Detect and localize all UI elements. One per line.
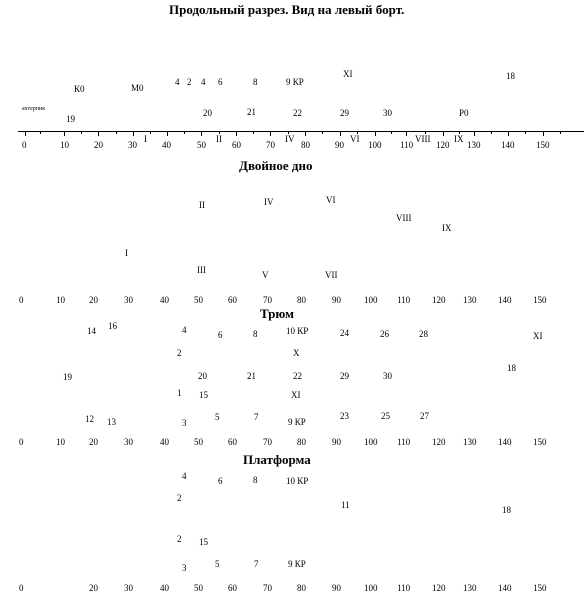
platform-2a: 2 [177, 493, 182, 503]
dbl-I: I [125, 248, 128, 258]
label-roman-IX: IX [454, 134, 464, 144]
hold-26: 26 [380, 329, 389, 339]
label-XI: XI [343, 69, 353, 79]
hold-8: 8 [253, 329, 258, 339]
hold-27: 27 [420, 411, 429, 421]
label-20: 20 [203, 108, 212, 118]
platform-2b: 2 [177, 534, 182, 544]
section-title-double-bottom: Двойное дно [239, 158, 313, 173]
page-title: Продольный разрез. Вид на левый борт. [169, 2, 405, 17]
dbl-II: II [199, 200, 205, 210]
hold-22: 22 [293, 371, 302, 381]
label-roman-IV: IV [285, 134, 295, 144]
label-4a: 4 [175, 77, 180, 87]
dbl-V: V [262, 270, 269, 280]
hold-9kr: 9 КР [288, 417, 306, 427]
label-18: 18 [506, 71, 515, 81]
platform-10kr: 10 КР [286, 476, 309, 486]
label-roman-I: I [144, 134, 147, 144]
platform-6: 6 [218, 476, 223, 486]
hold-21: 21 [247, 371, 256, 381]
hold-20: 20 [198, 371, 207, 381]
hold-24: 24 [340, 328, 349, 338]
label-30: 30 [383, 108, 392, 118]
label-29: 29 [340, 108, 349, 118]
label-6: 6 [218, 77, 223, 87]
hold-5: 5 [215, 412, 220, 422]
hold-30: 30 [383, 371, 392, 381]
hold-XI-top: XI [533, 331, 543, 341]
hold-14: 14 [87, 326, 96, 336]
hold-29: 29 [340, 371, 349, 381]
hold-1: 1 [177, 388, 182, 398]
label-k0: К0 [74, 84, 85, 94]
label-achterpik: ахтерпик [22, 106, 46, 112]
platform-15: 15 [199, 537, 208, 547]
hold-3: 3 [182, 418, 187, 428]
platform-7: 7 [254, 559, 259, 569]
label-9kr: 9 КР [286, 77, 304, 87]
hold-4: 4 [182, 325, 187, 335]
section-title-platform: Платформа [243, 452, 311, 467]
platform-3: 3 [182, 563, 187, 573]
label-m0: М0 [131, 83, 144, 93]
label-21: 21 [247, 107, 256, 117]
platform-9kr: 9 КР [288, 559, 306, 569]
label-roman-VIII: VIII [415, 134, 431, 144]
hold-13: 13 [107, 417, 116, 427]
hold-10kr: 10 КР [286, 326, 309, 336]
dbl-VIII: VIII [396, 213, 412, 223]
hold-23: 23 [340, 411, 349, 421]
platform-11: 11 [341, 500, 350, 510]
platform-18: 18 [502, 505, 511, 515]
hold-7: 7 [254, 412, 259, 422]
label-p0: Р0 [459, 108, 469, 118]
profile-axis-line [18, 131, 584, 132]
hold-25: 25 [381, 411, 390, 421]
section-title-hold: Трюм [260, 306, 295, 321]
hold-28: 28 [419, 329, 428, 339]
dbl-IX: IX [442, 223, 452, 233]
label-roman-II: II [216, 134, 222, 144]
label-2: 2 [187, 77, 192, 87]
hold-2: 2 [177, 348, 182, 358]
dbl-IV: IV [264, 197, 274, 207]
hold-16: 16 [108, 321, 117, 331]
label-19: 19 [66, 114, 75, 124]
hold-18: 18 [507, 363, 516, 373]
dbl-VII: VII [325, 270, 338, 280]
hold-15: 15 [199, 390, 208, 400]
hold-XI: XI [291, 390, 301, 400]
hold-X: X [293, 348, 300, 358]
label-roman-VI: VI [350, 134, 360, 144]
hold-19: 19 [63, 372, 72, 382]
label-8: 8 [253, 77, 258, 87]
platform-5: 5 [215, 559, 220, 569]
platform-8: 8 [253, 475, 258, 485]
platform-4: 4 [182, 471, 187, 481]
dbl-VI: VI [326, 195, 336, 205]
hold-12: 12 [85, 414, 94, 424]
label-22: 22 [293, 108, 302, 118]
dbl-III: III [197, 265, 206, 275]
label-4b: 4 [201, 77, 206, 87]
hold-6: 6 [218, 330, 223, 340]
